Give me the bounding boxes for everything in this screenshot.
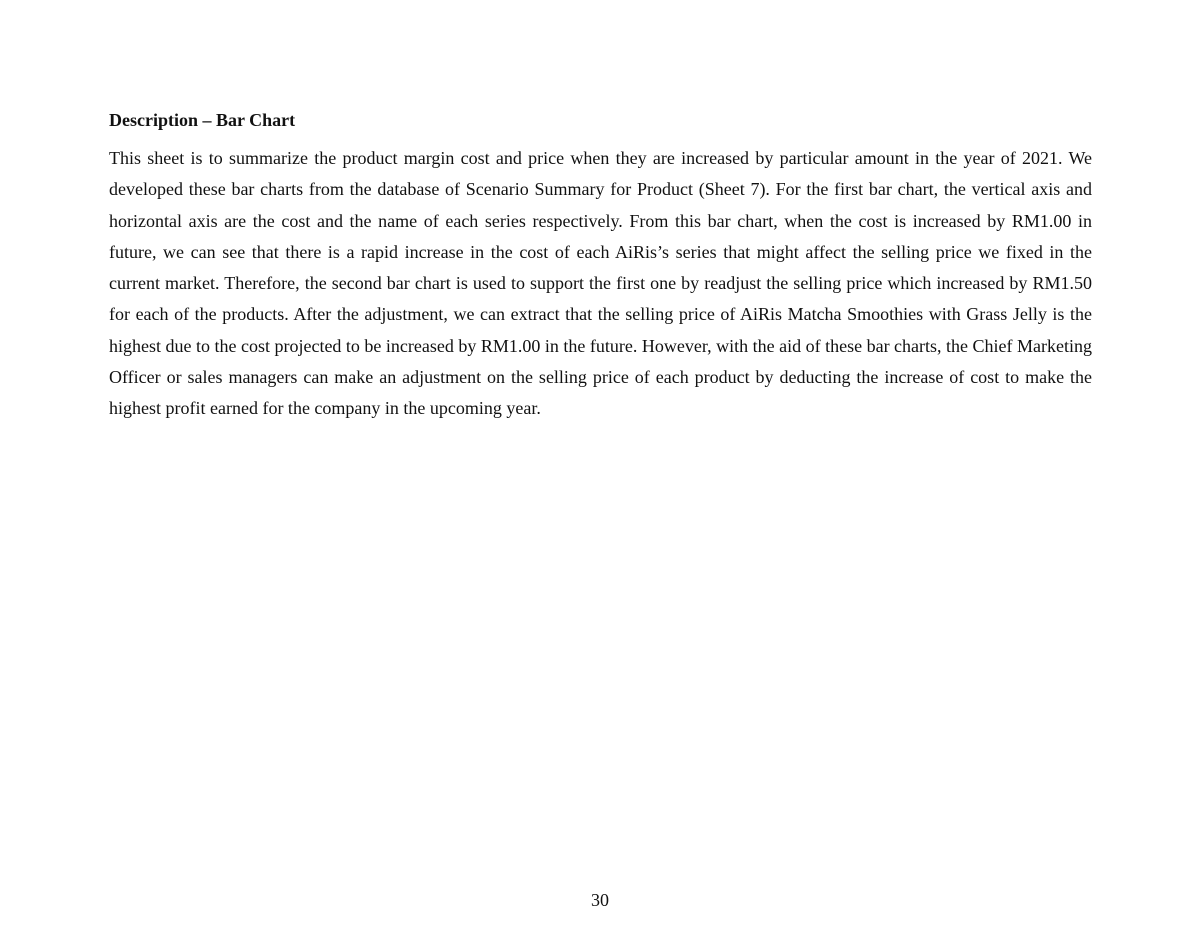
section-heading: Description – Bar Chart [109, 110, 296, 130]
page-number: 30 [591, 890, 609, 910]
body-paragraph: This sheet is to summarize the product margin cost and price when they are increased by particular amount in the year of 2021. We developed these bar charts from the database of Scenario Summary for Product (Sheet 7). For the first bar chart, the vertical axis and horizontal axis are the cost and the name of each series respectively. From this bar chart, when the cost is increased by RM1.00 in future, we can see that there is a rapid increase in the cost of each AiRis’s series that might affect the selling price we fixed in the current market. Therefore, the second bar chart is used to support the first one by readjust the selling price which increased by RM1.50 for each of the products. After the adjustment, we can extract that the selling price of AiRis Matcha Smoothies with Grass Jelly is the highest due to the cost projected to be increased by RM1.00 in the future. However, with the aid of these bar charts, the Chief Marketing Officer or sales managers can make an adjustment on the selling price of each product by deducting the increase of cost to make the highest profit earned for the company in the upcoming year. [109, 148, 1092, 418]
